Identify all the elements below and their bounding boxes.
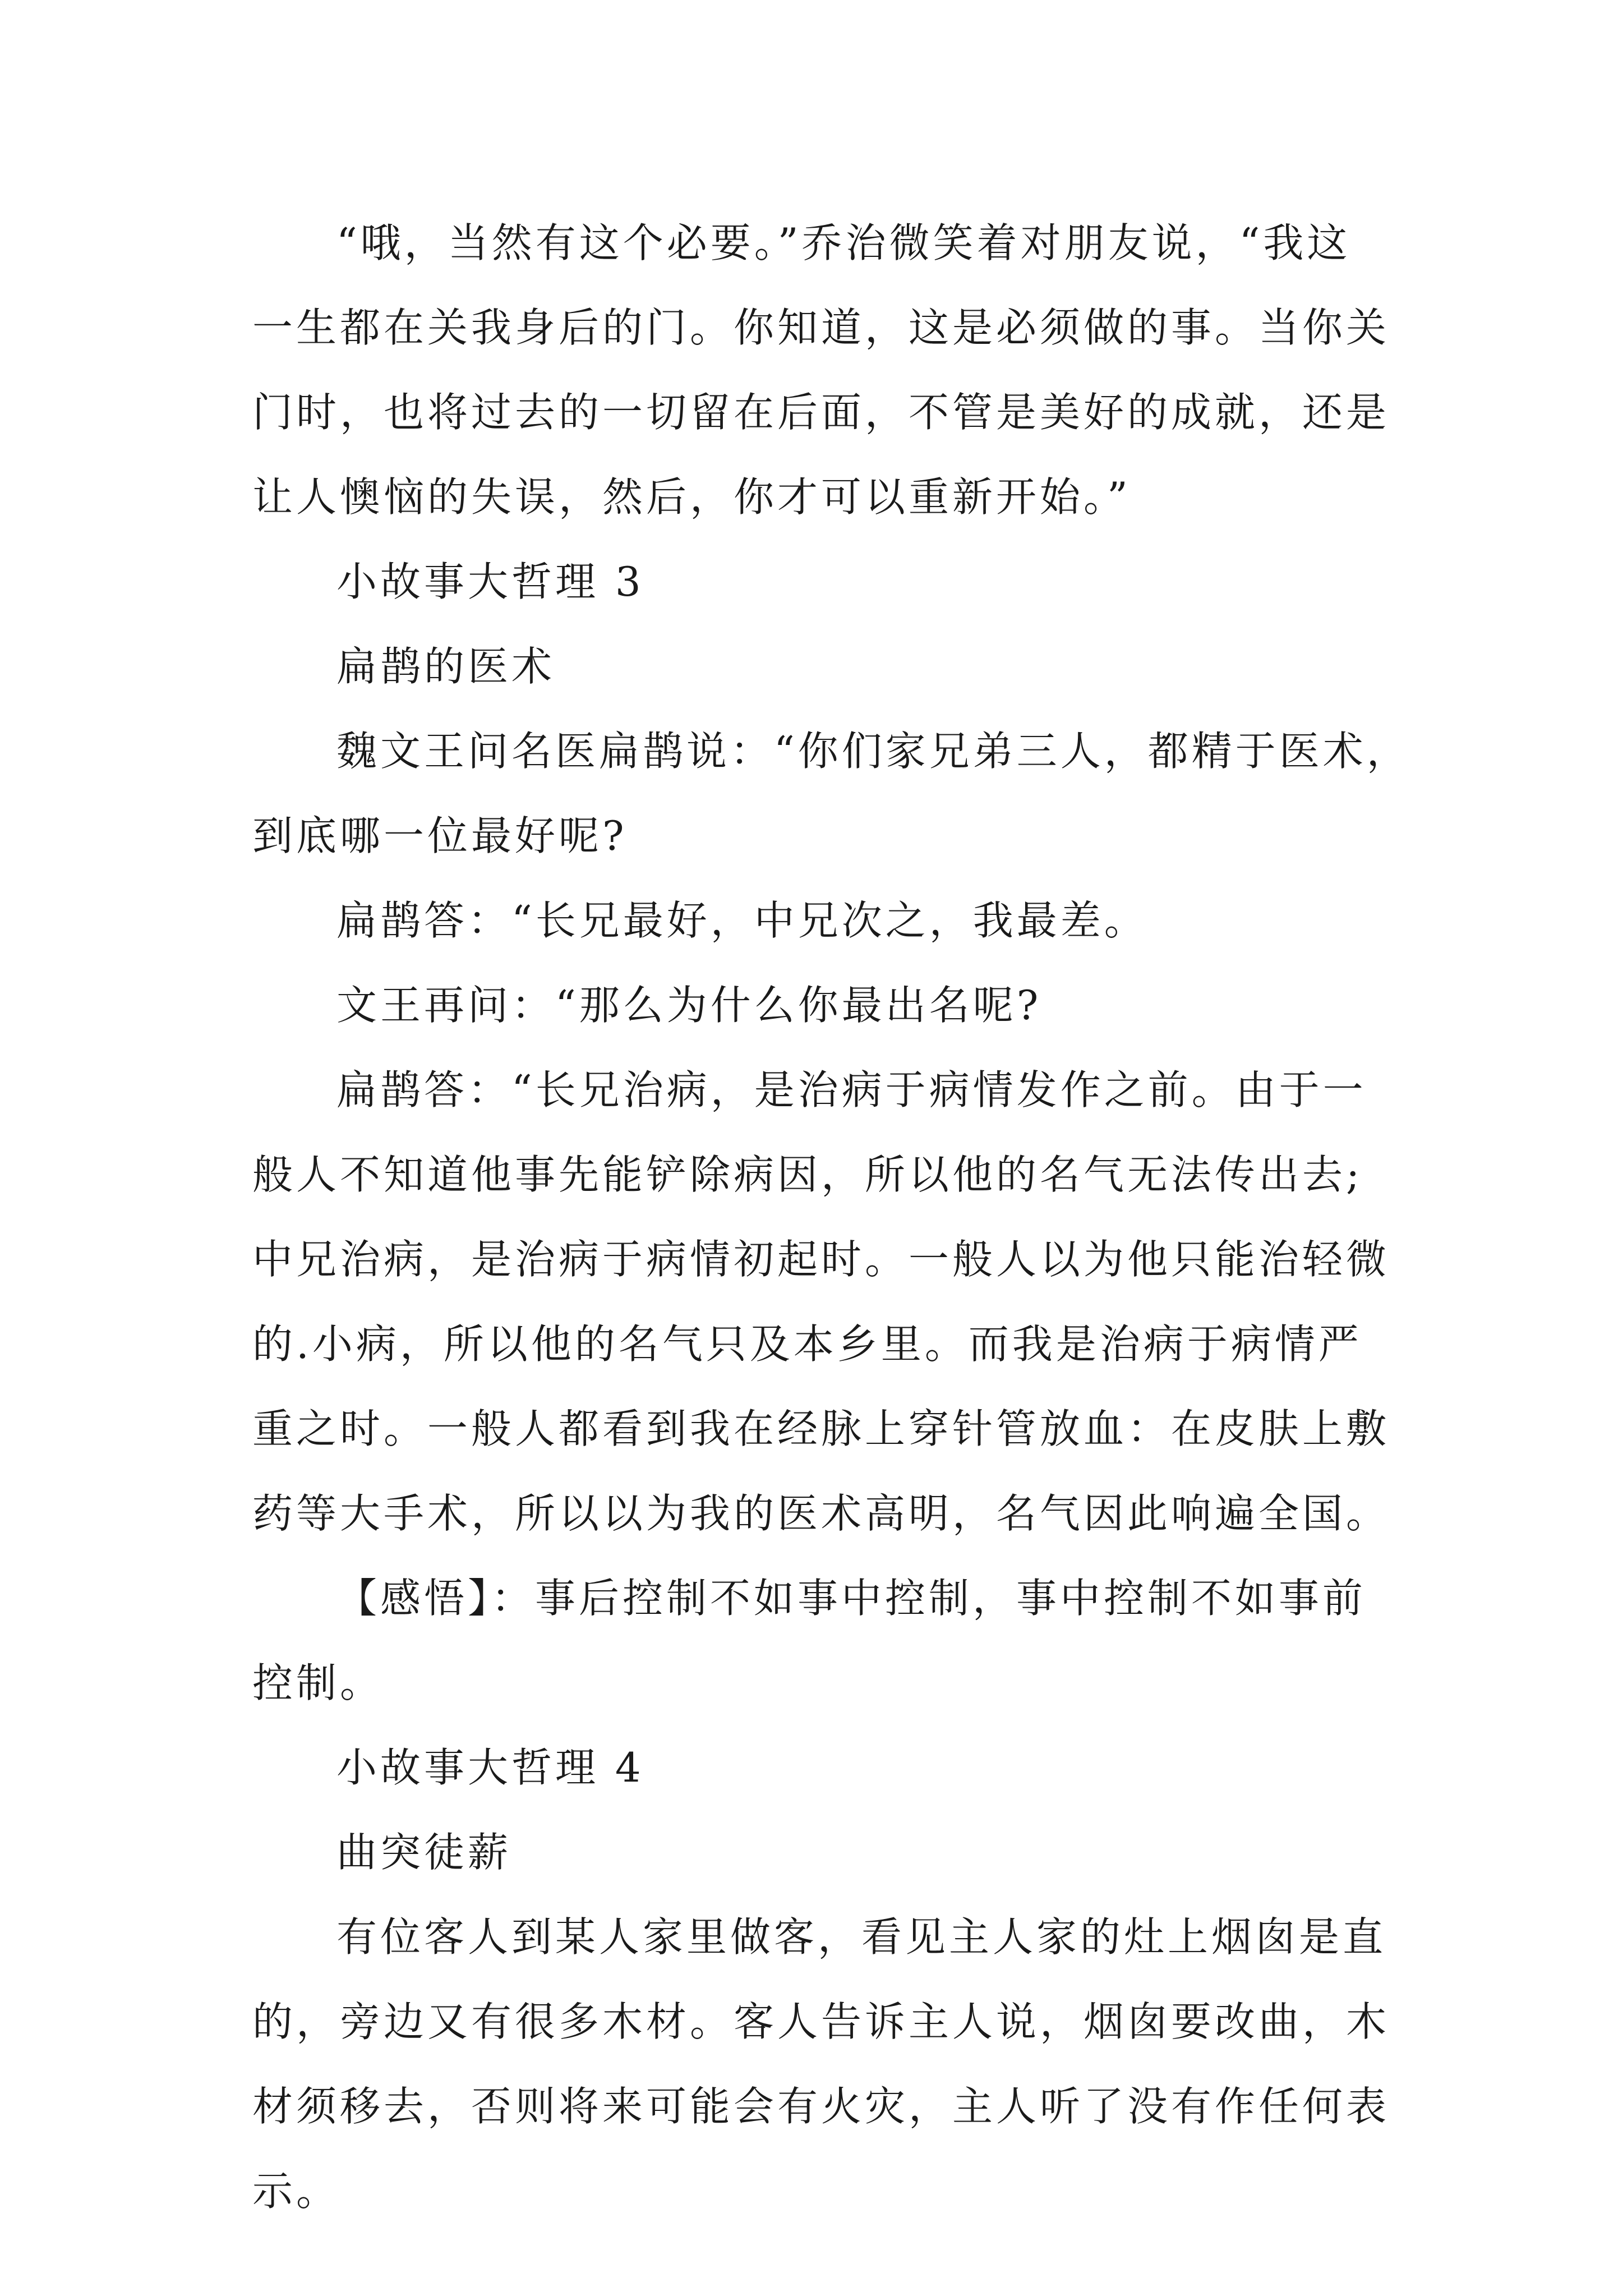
paragraph-line: “哦，当然有这个必要。”乔治微笑着对朋友说，“我这: [336, 219, 1351, 266]
story-title: 曲突徒薪: [336, 1829, 512, 1876]
paragraph-line: 门时，也将过去的一切留在后面，不管是美好的成就，还是: [252, 389, 1390, 436]
section-heading: 小故事大哲理 3: [336, 558, 644, 605]
paragraph-line: 魏文王问名医扁鹊说：“你们家兄弟三人，都精于医术，: [336, 728, 1410, 775]
paragraph-line: 让人懊恼的失误，然后，你才可以重新开始。”: [252, 473, 1131, 521]
paragraph-line: 扁鹊答：“长兄最好，中兄次之，我最差。: [336, 897, 1148, 944]
story-title: 扁鹊的医术: [336, 643, 556, 690]
paragraph-line: 材须移去，否则将来可能会有火灾，主人听了没有作任何表: [252, 2083, 1390, 2130]
paragraph-line: 文王再问：“那么为什么你最出名呢?: [336, 982, 1042, 1029]
paragraph-line: 有位客人到某人家里做客，看见主人家的灶上烟囱是直: [336, 1913, 1387, 1961]
paragraph-line: 的，旁边又有很多木材。客人告诉主人说，烟囱要改曲，木: [252, 1998, 1390, 2045]
paragraph-line: 示。: [252, 2168, 340, 2215]
insight-line: 控制。: [252, 1659, 384, 1706]
paragraph-line: 般人不知道他事先能铲除病因，所以他的名气无法传出去;: [252, 1151, 1363, 1198]
paragraph-line: 到底哪一位最好呢?: [252, 812, 628, 859]
section-heading: 小故事大哲理 4: [336, 1744, 644, 1791]
paragraph-line: 扁鹊答：“长兄治病，是治病于病情发作之前。由于一: [336, 1066, 1367, 1114]
paragraph-line: 的.小病，所以他的名气只及本乡里。而我是治病于病情严: [252, 1320, 1362, 1368]
paragraph-line: 中兄治病，是治病于病情初起时。一般人以为他只能治轻微: [252, 1236, 1390, 1283]
paragraph-line: 重之时。一般人都看到我在经脉上穿针管放血：在皮肤上敷: [252, 1405, 1390, 1452]
paragraph-line: 药等大手术，所以以为我的医术高明，名气因此响遍全国。: [252, 1490, 1390, 1537]
insight-line: 【感悟】：事后控制不如事中控制，事中控制不如事前: [336, 1575, 1367, 1622]
paragraph-line: 一生都在关我身后的门。你知道，这是必须做的事。当你关: [252, 304, 1390, 351]
